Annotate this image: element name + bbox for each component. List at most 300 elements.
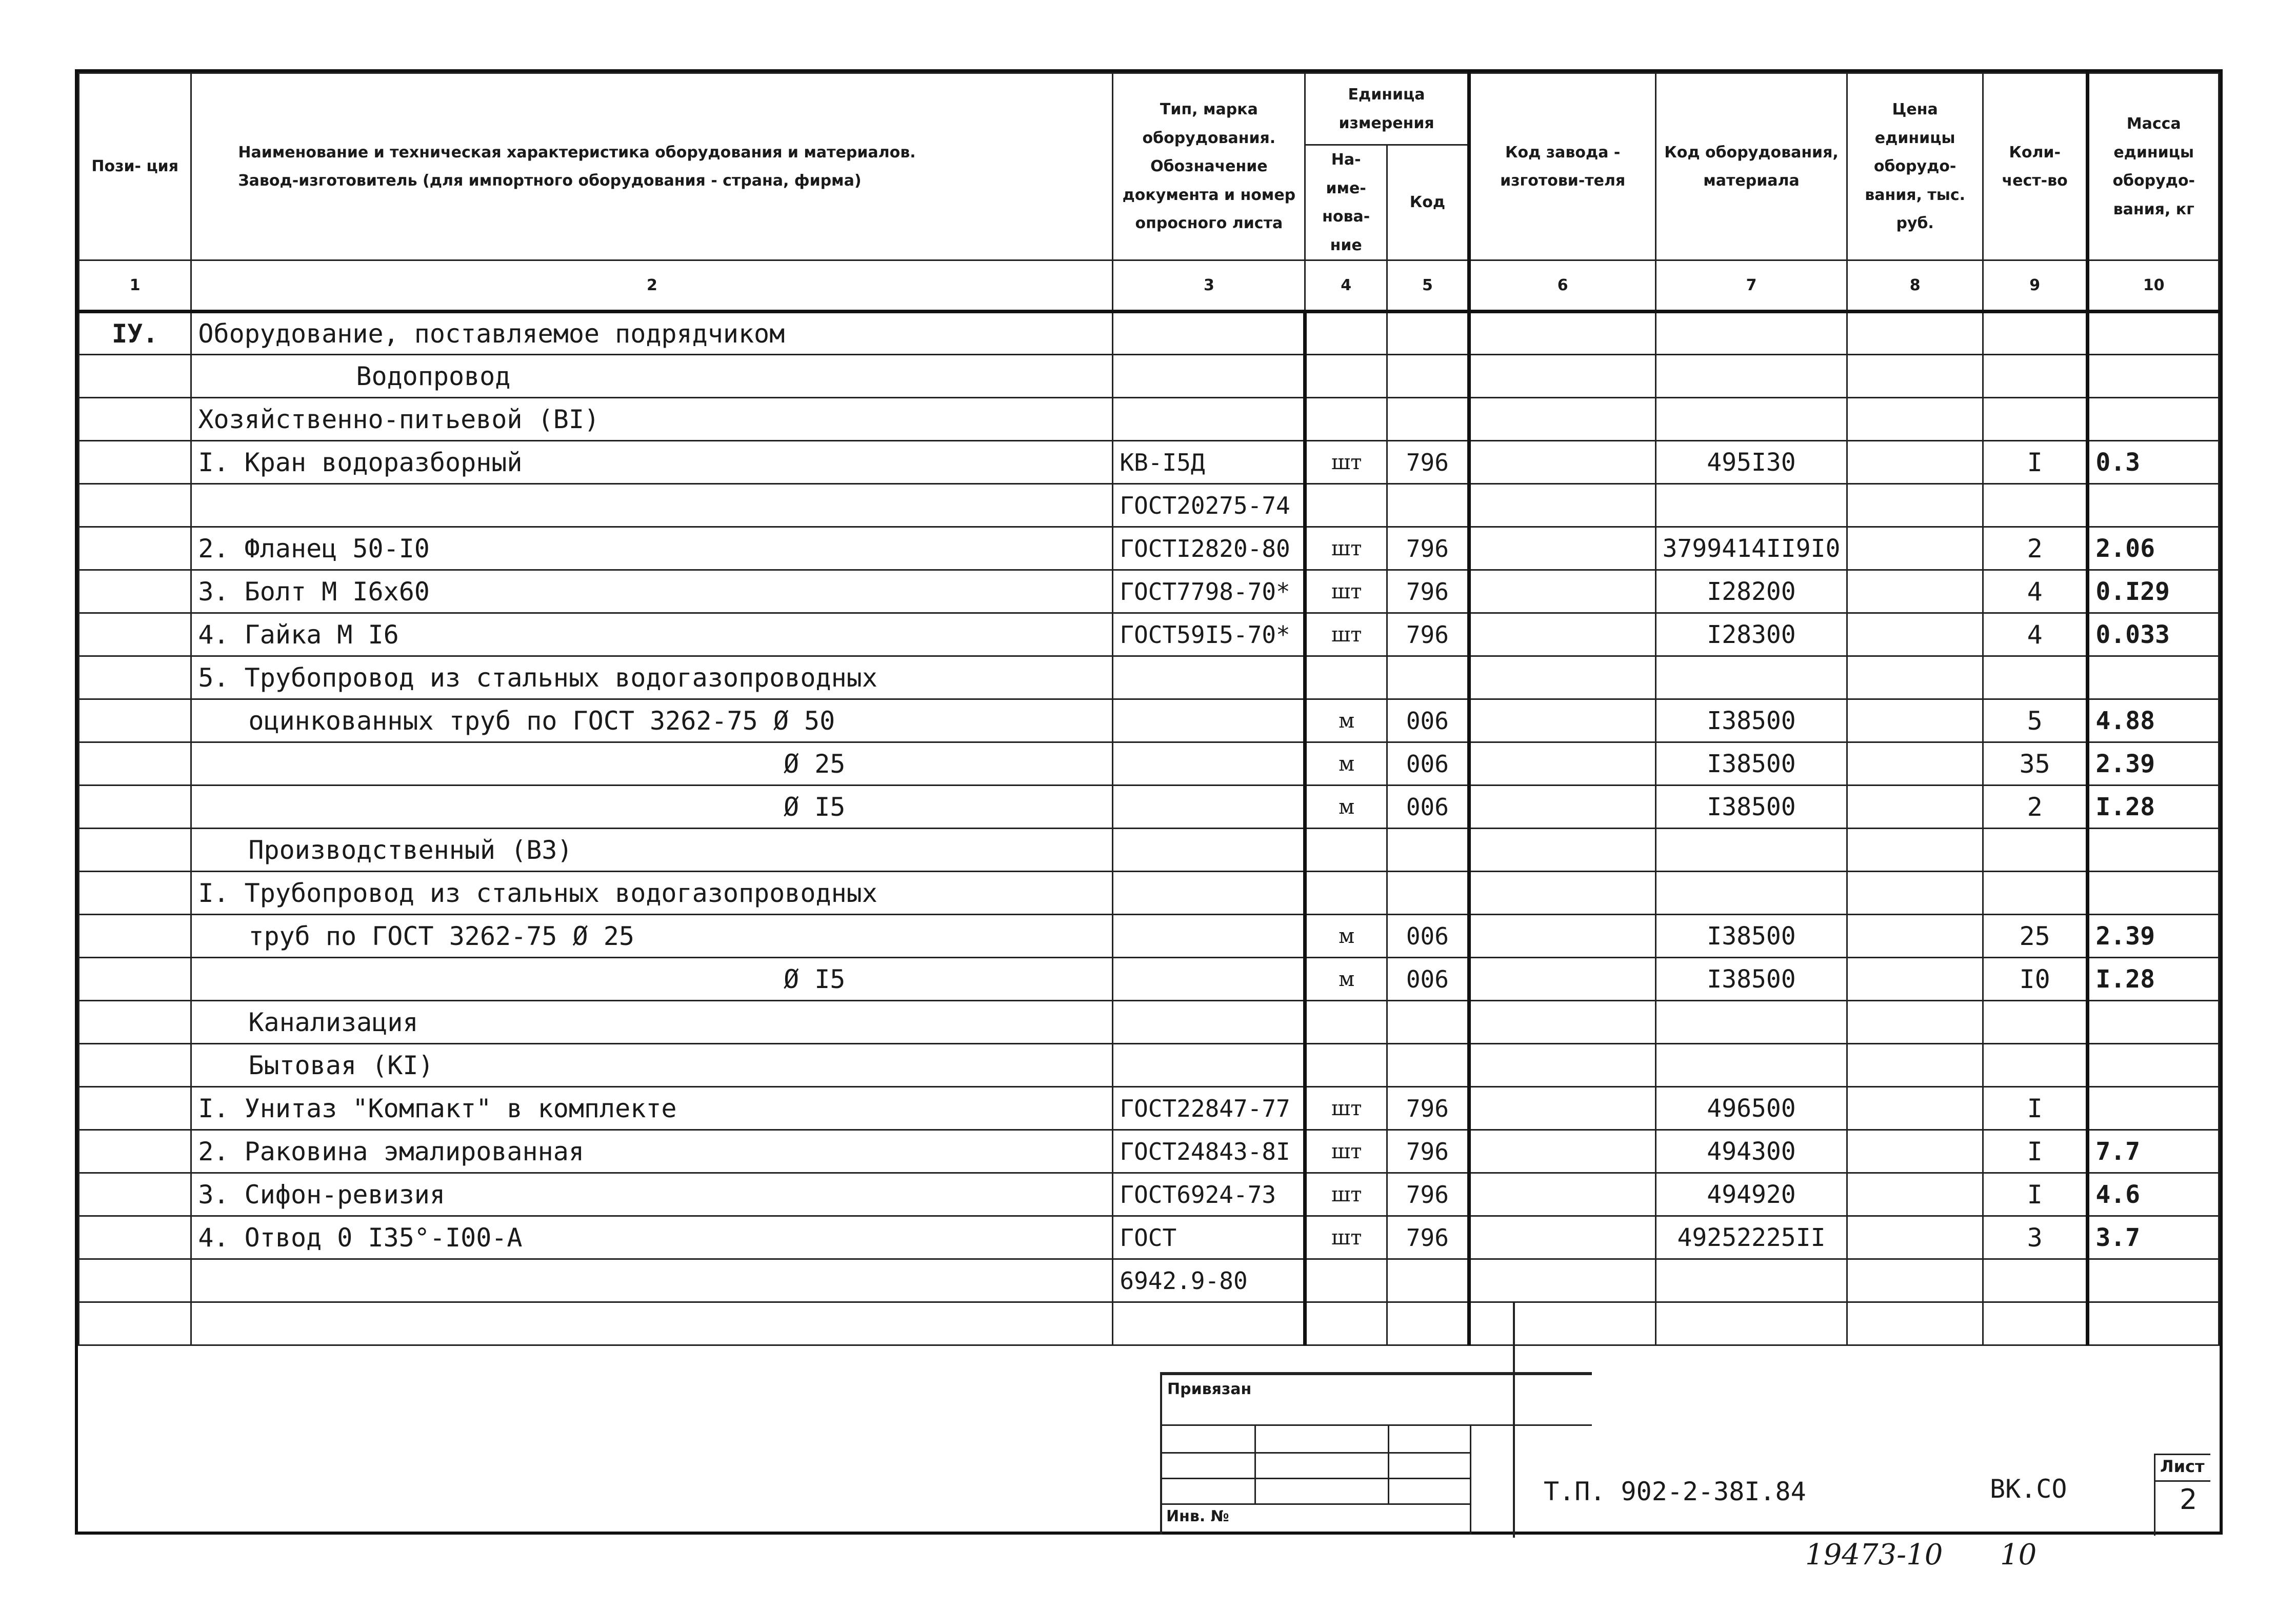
quantity-cell xyxy=(1983,1044,2088,1087)
table-row xyxy=(79,742,2219,786)
type-cell xyxy=(1113,829,1305,872)
type-cell xyxy=(1113,958,1305,1001)
mass-cell: 2.06 xyxy=(2088,527,2219,570)
quantity-cell: I xyxy=(1983,1173,2088,1216)
type-cell: 6942.9-80 xyxy=(1113,1259,1305,1302)
type-cell xyxy=(1113,786,1305,829)
attached-label: Привязан xyxy=(1167,1380,1252,1398)
factory-code-cell xyxy=(1469,484,1655,527)
table-row xyxy=(79,527,2219,570)
factory-code-cell xyxy=(1469,1259,1655,1302)
table-row xyxy=(79,1087,2219,1130)
equipment-code-cell xyxy=(1655,312,1847,355)
mass-cell xyxy=(2088,1001,2219,1044)
unit-code-cell: 796 xyxy=(1387,1087,1469,1130)
inventory-label: Инв. № xyxy=(1166,1507,1229,1525)
name-cell: I. Трубопровод из стальных водогазопроводных xyxy=(191,872,1113,915)
column-number: 7 xyxy=(1655,260,1847,312)
price-cell xyxy=(1847,1130,1983,1173)
quantity-cell: 5 xyxy=(1983,699,2088,742)
column-number: 10 xyxy=(2088,260,2219,312)
price-cell xyxy=(1847,527,1983,570)
equipment-code-cell xyxy=(1655,1302,1847,1345)
position-cell xyxy=(79,570,191,613)
sheet-label: Лист xyxy=(2160,1457,2205,1476)
unit-code-cell: 796 xyxy=(1387,1216,1469,1259)
column-number: 4 xyxy=(1305,260,1387,312)
table-row xyxy=(79,786,2219,829)
type-cell: ГОСТ59I5-70* xyxy=(1113,613,1305,656)
name-cell: 4. Отвод 0 I35°-I00-А xyxy=(191,1216,1113,1259)
unit-name-cell: шт xyxy=(1305,570,1387,613)
type-cell xyxy=(1113,742,1305,786)
header-equipment-code: Код оборудования, материала xyxy=(1655,73,1847,260)
price-cell xyxy=(1847,355,1983,398)
unit-name-cell xyxy=(1305,355,1387,398)
unit-name-cell: шт xyxy=(1305,1173,1387,1216)
position-cell xyxy=(79,527,191,570)
stamp-line xyxy=(1388,1424,1389,1504)
quantity-cell: 3 xyxy=(1983,1216,2088,1259)
position-cell xyxy=(79,1044,191,1087)
mass-cell: 3.7 xyxy=(2088,1216,2219,1259)
quantity-cell: I0 xyxy=(1983,958,2088,1001)
column-number: 5 xyxy=(1387,260,1469,312)
position-cell xyxy=(79,829,191,872)
name-cell: 4. Гайка М I6 xyxy=(191,613,1113,656)
unit-name-cell: м xyxy=(1305,958,1387,1001)
factory-code-cell xyxy=(1469,1173,1655,1216)
unit-code-cell xyxy=(1387,872,1469,915)
name-cell: 3. Болт М I6x60 xyxy=(191,570,1113,613)
unit-code-cell xyxy=(1387,656,1469,699)
unit-code-cell xyxy=(1387,312,1469,355)
name-cell: Ø I5 xyxy=(191,786,1113,829)
mass-cell xyxy=(2088,1087,2219,1130)
unit-name-cell xyxy=(1305,1044,1387,1087)
header-unit-name: На-име-нова-ние xyxy=(1305,145,1387,260)
factory-code-cell xyxy=(1469,786,1655,829)
factory-code-cell xyxy=(1469,656,1655,699)
equipment-code-cell: I38500 xyxy=(1655,699,1847,742)
name-cell: 2. Фланец 50-I0 xyxy=(191,527,1113,570)
equipment-code-cell xyxy=(1655,656,1847,699)
name-cell: I. Кран водоразборный xyxy=(191,441,1113,484)
price-cell xyxy=(1847,1044,1983,1087)
factory-code-cell xyxy=(1469,527,1655,570)
unit-code-cell: 006 xyxy=(1387,915,1469,958)
factory-code-cell xyxy=(1469,1302,1655,1345)
table-row xyxy=(79,1259,2219,1302)
equipment-code-cell: I28200 xyxy=(1655,570,1847,613)
price-cell xyxy=(1847,829,1983,872)
unit-name-cell: м xyxy=(1305,786,1387,829)
position-cell xyxy=(79,613,191,656)
price-cell xyxy=(1847,1302,1983,1345)
quantity-cell: I xyxy=(1983,441,2088,484)
price-cell xyxy=(1847,958,1983,1001)
factory-code-cell xyxy=(1469,915,1655,958)
price-cell xyxy=(1847,786,1983,829)
quantity-cell: 2 xyxy=(1983,527,2088,570)
header-type: Тип, марка оборудования. Обозначение документа и номер опросного листа xyxy=(1113,73,1305,260)
position-cell xyxy=(79,398,191,441)
table-row xyxy=(79,656,2219,699)
unit-code-cell xyxy=(1387,355,1469,398)
unit-code-cell xyxy=(1387,1044,1469,1087)
factory-code-cell xyxy=(1469,829,1655,872)
type-cell: ГОСТ24843-8I xyxy=(1113,1130,1305,1173)
name-cell: Хозяйственно-питьевой (BI) xyxy=(191,398,1113,441)
equipment-code-cell xyxy=(1655,1044,1847,1087)
table-row xyxy=(79,915,2219,958)
type-cell xyxy=(1113,1001,1305,1044)
position-cell xyxy=(79,958,191,1001)
table-row xyxy=(79,1044,2219,1087)
unit-code-cell: 796 xyxy=(1387,1173,1469,1216)
quantity-cell: 35 xyxy=(1983,742,2088,786)
type-cell xyxy=(1113,656,1305,699)
quantity-cell: 2 xyxy=(1983,786,2088,829)
position-cell xyxy=(79,441,191,484)
mass-cell xyxy=(2088,484,2219,527)
factory-code-cell xyxy=(1469,441,1655,484)
factory-code-cell xyxy=(1469,1087,1655,1130)
table-row xyxy=(79,570,2219,613)
factory-code-cell xyxy=(1469,1216,1655,1259)
table-row xyxy=(79,1173,2219,1216)
equipment-code-cell: 49252225II xyxy=(1655,1216,1847,1259)
unit-name-cell: шт xyxy=(1305,441,1387,484)
name-cell: Канализация xyxy=(191,1001,1113,1044)
mass-cell: I.28 xyxy=(2088,958,2219,1001)
type-cell: КВ-I5Д xyxy=(1113,441,1305,484)
factory-code-cell xyxy=(1469,742,1655,786)
header-unit-code: Код xyxy=(1387,145,1469,260)
unit-name-cell xyxy=(1305,312,1387,355)
document-code: ВК.СО xyxy=(1990,1474,2067,1504)
price-cell xyxy=(1847,1216,1983,1259)
equipment-code-cell: 494920 xyxy=(1655,1173,1847,1216)
unit-code-cell: 006 xyxy=(1387,742,1469,786)
equipment-code-cell: I38500 xyxy=(1655,958,1847,1001)
table-row xyxy=(79,1130,2219,1173)
mass-cell: 2.39 xyxy=(2088,742,2219,786)
position-cell xyxy=(79,355,191,398)
price-cell xyxy=(1847,742,1983,786)
stamp-line xyxy=(1254,1424,1256,1504)
mass-cell: I.28 xyxy=(2088,786,2219,829)
price-cell xyxy=(1847,699,1983,742)
column-number: 2 xyxy=(191,260,1113,312)
unit-name-cell xyxy=(1305,1001,1387,1044)
table-row xyxy=(79,312,2219,355)
unit-name-cell: м xyxy=(1305,915,1387,958)
factory-code-cell xyxy=(1469,355,1655,398)
mass-cell: 2.39 xyxy=(2088,915,2219,958)
price-cell xyxy=(1847,872,1983,915)
unit-name-cell xyxy=(1305,484,1387,527)
position-cell xyxy=(79,786,191,829)
name-cell: I. Унитаз "Компакт" в комплекте xyxy=(191,1087,1113,1130)
mass-cell xyxy=(2088,312,2219,355)
unit-code-cell xyxy=(1387,1259,1469,1302)
type-cell xyxy=(1113,699,1305,742)
unit-code-cell: 796 xyxy=(1387,613,1469,656)
price-cell xyxy=(1847,484,1983,527)
type-cell: ГОСТI2820-80 xyxy=(1113,527,1305,570)
unit-name-cell xyxy=(1305,829,1387,872)
unit-code-cell: 796 xyxy=(1387,1130,1469,1173)
drawing-sheet xyxy=(75,69,2223,1535)
price-cell xyxy=(1847,398,1983,441)
equipment-code-cell: 495I30 xyxy=(1655,441,1847,484)
position-cell xyxy=(79,1259,191,1302)
mass-cell: 0.I29 xyxy=(2088,570,2219,613)
stamp-line xyxy=(1162,1478,1470,1479)
document-reference: Т.П. 902-2-38I.84 xyxy=(1544,1477,1806,1506)
type-cell: ГОСТ22847-77 xyxy=(1113,1087,1305,1130)
mass-cell: 0.3 xyxy=(2088,441,2219,484)
binding-stamp xyxy=(1160,1372,1592,1535)
unit-code-cell xyxy=(1387,398,1469,441)
type-cell: ГОСТ xyxy=(1113,1216,1305,1259)
mass-cell: 4.88 xyxy=(2088,699,2219,742)
equipment-code-cell: I28300 xyxy=(1655,613,1847,656)
type-cell: ГОСТ7798-70* xyxy=(1113,570,1305,613)
factory-code-cell xyxy=(1469,1130,1655,1173)
mass-cell xyxy=(2088,1044,2219,1087)
factory-code-cell xyxy=(1469,699,1655,742)
name-cell: Оборудование, поставляемое подрядчиком xyxy=(191,312,1113,355)
mass-cell: 0.033 xyxy=(2088,613,2219,656)
quantity-cell xyxy=(1983,312,2088,355)
price-cell xyxy=(1847,570,1983,613)
type-cell xyxy=(1113,1044,1305,1087)
price-cell xyxy=(1847,656,1983,699)
stamp-line xyxy=(1162,1424,1592,1426)
quantity-cell xyxy=(1983,1302,2088,1345)
table-row xyxy=(79,1001,2219,1044)
column-number: 6 xyxy=(1469,260,1655,312)
unit-name-cell: шт xyxy=(1305,527,1387,570)
quantity-cell xyxy=(1983,398,2088,441)
factory-code-cell xyxy=(1469,872,1655,915)
type-cell xyxy=(1113,1302,1305,1345)
quantity-cell xyxy=(1983,829,2088,872)
sheet-box-line xyxy=(2154,1454,2155,1536)
unit-name-cell xyxy=(1305,872,1387,915)
header-position: Пози- ция xyxy=(79,73,191,260)
name-cell xyxy=(191,484,1113,527)
unit-name-cell xyxy=(1305,1259,1387,1302)
quantity-cell: I xyxy=(1983,1130,2088,1173)
unit-code-cell: 006 xyxy=(1387,958,1469,1001)
equipment-code-cell xyxy=(1655,355,1847,398)
header-factory-code: Код завода - изготови-теля xyxy=(1469,73,1655,260)
name-cell: Ø I5 xyxy=(191,958,1113,1001)
table-row xyxy=(79,355,2219,398)
equipment-code-cell xyxy=(1655,484,1847,527)
mass-cell xyxy=(2088,1302,2219,1345)
unit-name-cell: шт xyxy=(1305,1216,1387,1259)
unit-code-cell xyxy=(1387,829,1469,872)
unit-code-cell: 796 xyxy=(1387,570,1469,613)
mass-cell xyxy=(2088,829,2219,872)
equipment-code-cell: 494300 xyxy=(1655,1130,1847,1173)
header-price: Цена единицы оборудо-вания, тыс. руб. xyxy=(1847,73,1983,260)
table-row xyxy=(79,958,2219,1001)
quantity-cell xyxy=(1983,1259,2088,1302)
stamp-line xyxy=(1162,1503,1470,1505)
position-cell: IУ. xyxy=(79,312,191,355)
table-row xyxy=(79,1302,2219,1345)
column-number: 1 xyxy=(79,260,191,312)
name-cell: Производственный (B3) xyxy=(191,829,1113,872)
mass-cell xyxy=(2088,355,2219,398)
quantity-cell xyxy=(1983,1001,2088,1044)
mass-cell xyxy=(2088,872,2219,915)
header-name: Наименование и техническая характеристика оборудования и материалов. Завод-изготовитель (для импортного оборудования - страна, фирма) xyxy=(191,73,1113,260)
mass-cell xyxy=(2088,398,2219,441)
unit-name-cell: шт xyxy=(1305,613,1387,656)
position-cell xyxy=(79,1001,191,1044)
price-cell xyxy=(1847,1259,1983,1302)
type-cell xyxy=(1113,398,1305,441)
unit-code-cell xyxy=(1387,1001,1469,1044)
equipment-code-cell xyxy=(1655,1001,1847,1044)
equipment-code-cell xyxy=(1655,398,1847,441)
mass-cell xyxy=(2088,656,2219,699)
equipment-code-cell xyxy=(1655,872,1847,915)
stamp-divider xyxy=(1513,1303,1515,1538)
position-cell xyxy=(79,1173,191,1216)
position-cell xyxy=(79,742,191,786)
factory-code-cell xyxy=(1469,312,1655,355)
equipment-code-cell: I38500 xyxy=(1655,742,1847,786)
position-cell xyxy=(79,1130,191,1173)
name-cell: Водопровод xyxy=(191,355,1113,398)
quantity-cell xyxy=(1983,484,2088,527)
unit-code-cell xyxy=(1387,1302,1469,1345)
equipment-code-cell: 496500 xyxy=(1655,1087,1847,1130)
name-cell: 5. Трубопровод из стальных водогазопроводных xyxy=(191,656,1113,699)
table-row xyxy=(79,613,2219,656)
table-row xyxy=(79,872,2219,915)
sheet-number-box xyxy=(2154,1454,2210,1536)
unit-name-cell: м xyxy=(1305,742,1387,786)
unit-name-cell: шт xyxy=(1305,1087,1387,1130)
quantity-cell: 4 xyxy=(1983,613,2088,656)
column-number: 9 xyxy=(1983,260,2088,312)
price-cell xyxy=(1847,441,1983,484)
unit-code-cell: 796 xyxy=(1387,441,1469,484)
stamp-line xyxy=(1470,1424,1471,1535)
unit-name-cell xyxy=(1305,1302,1387,1345)
mass-cell: 7.7 xyxy=(2088,1130,2219,1173)
type-cell xyxy=(1113,872,1305,915)
type-cell xyxy=(1113,355,1305,398)
name-cell xyxy=(191,1259,1113,1302)
unit-name-cell: шт xyxy=(1305,1130,1387,1173)
name-cell: Ø 25 xyxy=(191,742,1113,786)
unit-name-cell: м xyxy=(1305,699,1387,742)
stamp-line xyxy=(1162,1452,1470,1454)
equipment-code-cell: I38500 xyxy=(1655,786,1847,829)
table-row xyxy=(79,829,2219,872)
quantity-cell: I xyxy=(1983,1087,2088,1130)
factory-code-cell xyxy=(1469,1001,1655,1044)
table-row xyxy=(79,1216,2219,1259)
name-cell: труб по ГОСТ 3262-75 Ø 25 xyxy=(191,915,1113,958)
handwritten-number: 19473-10 xyxy=(1805,1538,1943,1572)
unit-name-cell xyxy=(1305,656,1387,699)
sheet-box-line xyxy=(2154,1454,2210,1455)
equipment-code-cell: I38500 xyxy=(1655,915,1847,958)
type-cell xyxy=(1113,915,1305,958)
factory-code-cell xyxy=(1469,958,1655,1001)
price-cell xyxy=(1847,312,1983,355)
table-row xyxy=(79,484,2219,527)
header-quantity: Коли-чест-во xyxy=(1983,73,2088,260)
column-number: 8 xyxy=(1847,260,1983,312)
column-number: 3 xyxy=(1113,260,1305,312)
position-cell xyxy=(79,656,191,699)
quantity-cell xyxy=(1983,355,2088,398)
factory-code-cell xyxy=(1469,613,1655,656)
price-cell xyxy=(1847,915,1983,958)
name-cell: 3. Сифон-ревизия xyxy=(191,1173,1113,1216)
quantity-cell: 4 xyxy=(1983,570,2088,613)
position-cell xyxy=(79,1302,191,1345)
position-cell xyxy=(79,915,191,958)
mass-cell: 4.6 xyxy=(2088,1173,2219,1216)
unit-name-cell xyxy=(1305,398,1387,441)
position-cell xyxy=(79,1087,191,1130)
type-cell: ГОСТ20275-74 xyxy=(1113,484,1305,527)
unit-code-cell: 006 xyxy=(1387,699,1469,742)
specification-table xyxy=(78,72,2220,1346)
unit-code-cell: 796 xyxy=(1387,527,1469,570)
table-row xyxy=(79,441,2219,484)
table-row xyxy=(79,699,2219,742)
mass-cell xyxy=(2088,1259,2219,1302)
quantity-cell xyxy=(1983,872,2088,915)
position-cell xyxy=(79,1216,191,1259)
price-cell xyxy=(1847,1001,1983,1044)
name-cell xyxy=(191,1302,1113,1345)
type-cell xyxy=(1113,312,1305,355)
price-cell xyxy=(1847,613,1983,656)
equipment-code-cell xyxy=(1655,829,1847,872)
position-cell xyxy=(79,872,191,915)
position-cell xyxy=(79,699,191,742)
handwritten-page: 10 xyxy=(2000,1538,2037,1572)
name-cell: 2. Раковина эмалированная xyxy=(191,1130,1113,1173)
equipment-code-cell: 3799414II9I0 xyxy=(1655,527,1847,570)
factory-code-cell xyxy=(1469,1044,1655,1087)
table-row xyxy=(79,398,2219,441)
price-cell xyxy=(1847,1173,1983,1216)
name-cell: Бытовая (KI) xyxy=(191,1044,1113,1087)
unit-code-cell xyxy=(1387,484,1469,527)
name-cell: оцинкованных труб по ГОСТ 3262-75 Ø 50 xyxy=(191,699,1113,742)
factory-code-cell xyxy=(1469,570,1655,613)
price-cell xyxy=(1847,1087,1983,1130)
position-cell xyxy=(79,484,191,527)
quantity-cell: 25 xyxy=(1983,915,2088,958)
type-cell: ГОСТ6924-73 xyxy=(1113,1173,1305,1216)
